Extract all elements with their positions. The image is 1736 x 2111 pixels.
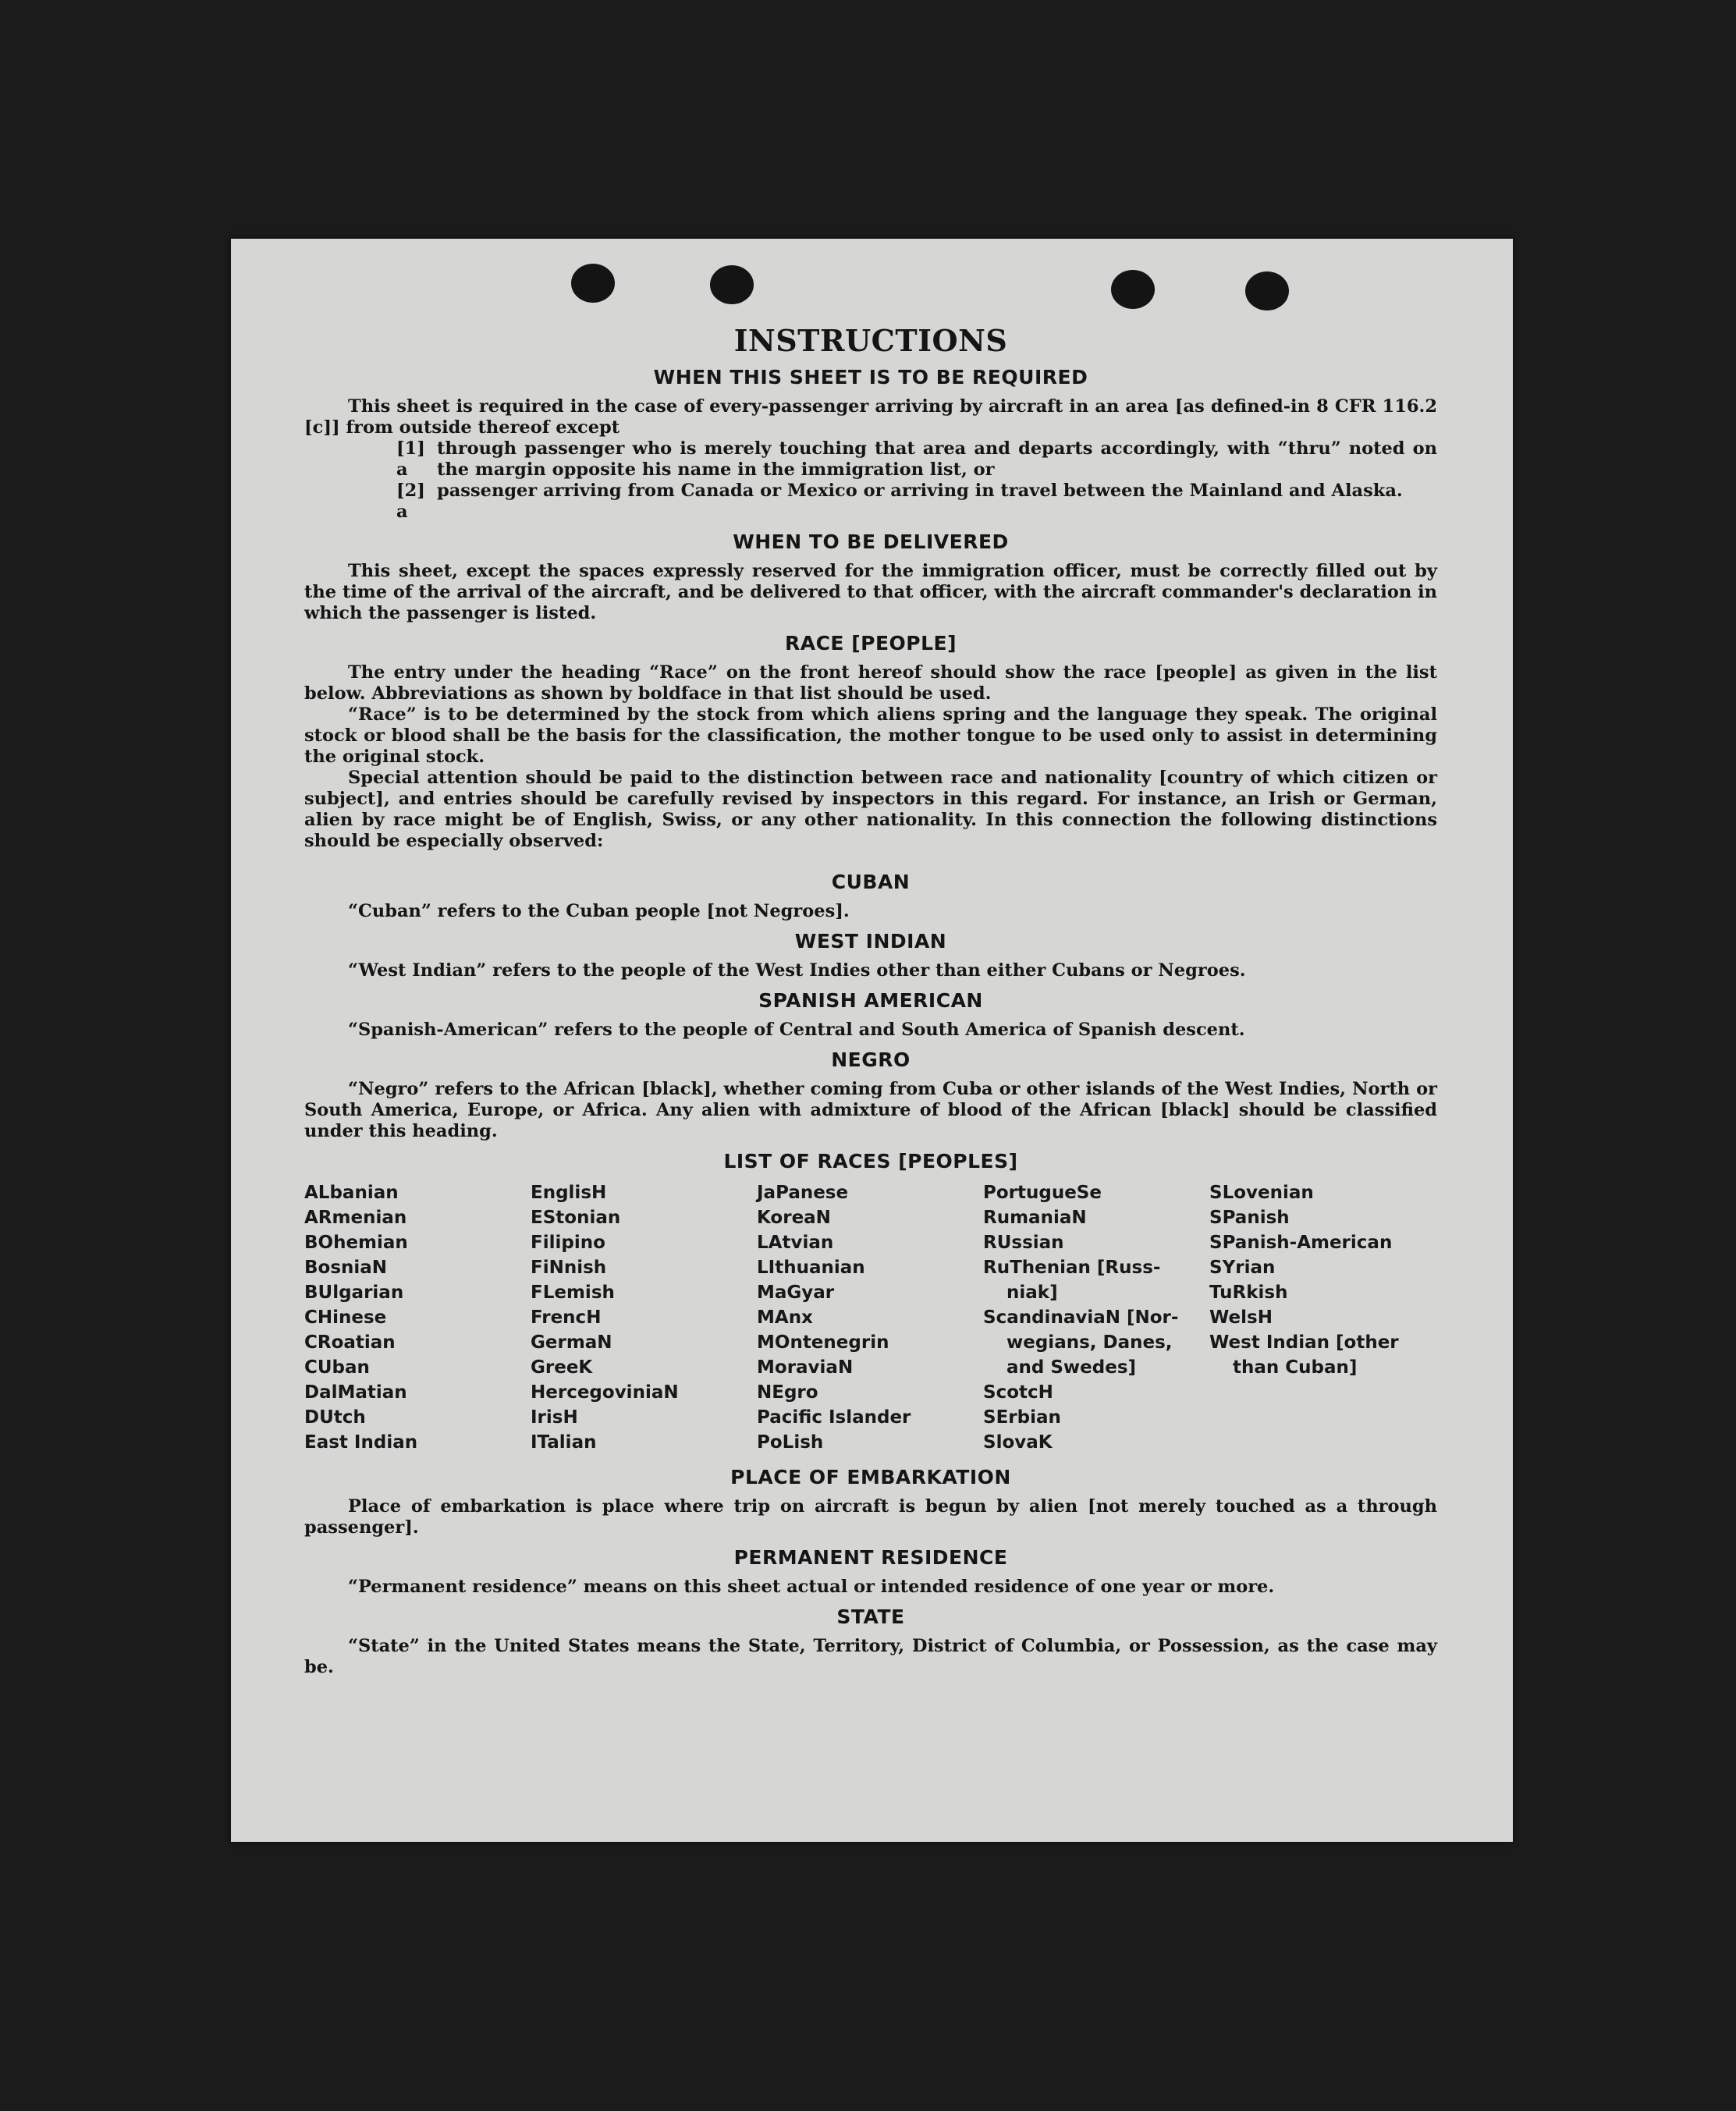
race-entry: IrisH [531,1407,578,1428]
punch-hole [1245,271,1289,310]
exception-item: [2] a passenger arriving from Canada or Mexico or arriving in travel between the Mainland and Alaska. [396,481,1403,522]
race-entry: than Cuban] [1233,1357,1358,1378]
section-heading-race: RACE [PEOPLE] [784,632,957,655]
section-heading-embarkation: PLACE OF EMBARKATION [730,1466,1011,1488]
race-entry: CHinese [304,1307,387,1328]
race-entry: MoraviaN [757,1357,854,1378]
section-heading-residence: PERMANENT RESIDENCE [733,1546,1008,1569]
exception-item: [1] a through passenger who is merely touching that area and departs accordingly, with “thru” noted on the margin opposite his name in the immigration list, or [396,438,1437,480]
race-entry: SYrian [1209,1258,1276,1278]
race-entry: ITalian [531,1432,597,1453]
cuban-text: “Cuban” refers to the Cuban people [not Negroes]. [348,901,850,921]
race-entry: PortugueSe [983,1183,1102,1203]
negro-text: “Negro” refers to the African [black], whether coming from Cuba or other islands of the West Indies, North or South America, Europe, or Africa. Any alien with admixture of blood of the African [black] should be classified under this heading. [304,1079,1437,1141]
race-entry: BUlgarian [304,1283,404,1303]
race-entry: FLemish [531,1283,615,1303]
race-entry: MaGyar [757,1283,835,1303]
required-intro: This sheet is required in the case of every-passenger arriving by aircraft in an area [as defined-in 8 CFR 116.2 [c]] from outside thereof except [304,396,1437,438]
section-heading-negro: NEGRO [831,1048,911,1071]
race-entry: JaPanese [757,1183,849,1203]
race-entry: BosniaN [304,1258,388,1278]
races-table [304,1180,1437,1455]
race-entry: EnglisH [531,1183,607,1203]
race-entry: CUban [304,1357,370,1378]
races-column [983,1180,1209,1455]
race-entry: DalMatian [304,1382,407,1403]
punch-hole [571,264,615,303]
instruction-sheet [231,239,1513,1842]
races-column [757,1180,983,1455]
race-entry: MOntenegrin [757,1332,889,1353]
race-entry: KoreaN [757,1208,831,1228]
races-column [531,1180,757,1455]
race-entry: Filipino [531,1233,605,1253]
residence-text: “Permanent residence” means on this sheet actual or intended residence of one year or more. [348,1577,1275,1597]
race-entry: PoLish [757,1432,824,1453]
race-entry: MAnx [757,1307,813,1328]
races-column [304,1180,531,1455]
race-entry: SlovaK [983,1432,1053,1453]
races-column [1209,1180,1437,1455]
section-heading-cuban: CUBAN [831,871,911,893]
delivered-text: This sheet, except the spaces expressly reserved for the immigration officer, must be correctly filled out by the time of the arrival of the aircraft, and be delivered to that officer, with the aircraft commander's declaration in which the passenger is listed. [304,561,1437,623]
race-entry: FrencH [531,1307,602,1328]
race-entry: LIthuanian [757,1258,865,1278]
race-entry: niak] [1006,1283,1058,1303]
race-entry: wegians, Danes, [1006,1332,1173,1353]
race-entry: RumaniaN [983,1208,1087,1228]
race-entry: RUssian [983,1233,1064,1253]
race-entry: East Indian [304,1432,418,1453]
sheet-content [304,323,1437,1678]
race-entry: CRoatian [304,1332,396,1353]
race-entry: ScotcH [983,1382,1053,1403]
section-heading-list-of-races: LIST OF RACES [PEOPLES] [723,1150,1018,1173]
page-title: INSTRUCTIONS [733,323,1008,358]
section-heading-state: STATE [836,1605,905,1628]
race-entry: BOhemian [304,1233,408,1253]
race-entry: SPanish-American [1209,1233,1393,1253]
section-heading-delivered: WHEN TO BE DELIVERED [733,530,1009,553]
race-entry: SErbian [983,1407,1061,1428]
race-entry: RuThenian [Russ- [983,1258,1161,1278]
race-paragraph-3: Special attention should be paid to the distinction between race and nationality [country of which citizen or subject], and entries should be carefully revised by inspectors in this regard. For instance, an Irish or German, alien by race might be of English, Swiss, or any other nationality. In this connection the following distinctions should be especially observed: [304,768,1437,851]
race-entry: SPanish [1209,1208,1290,1228]
embarkation-text: Place of embarkation is place where trip on aircraft is begun by alien [not merely touched as a through passenger]. [304,1496,1437,1538]
race-entry: ScandinaviaN [Nor- [983,1307,1179,1328]
punch-hole [710,265,754,304]
race-entry: NEgro [757,1382,818,1403]
state-text: “State” in the United States means the State, Territory, District of Columbia, or Possession, as the case may be. [304,1636,1437,1677]
race-entry: GermaN [531,1332,612,1353]
race-entry: Pacific Islander [757,1407,911,1428]
race-entry: EStonian [531,1208,621,1228]
race-entry: GreeK [531,1357,593,1378]
race-entry: ARmenian [304,1208,407,1228]
race-entry: and Swedes] [1006,1357,1137,1378]
race-entry: ALbanian [304,1183,399,1203]
race-entry: West Indian [other [1209,1332,1399,1353]
section-heading-spanish-american: SPANISH AMERICAN [758,989,983,1012]
race-paragraph-2: “Race” is to be determined by the stock from which aliens spring and the language they speak. The original stock or blood shall be the basis for the classification, the mother tongue to be used only to assist in determining the original stock. [304,704,1437,767]
race-entry: HercegoviniaN [531,1382,679,1403]
race-entry: DUtch [304,1407,366,1428]
punch-hole [1111,270,1155,309]
race-entry: TuRkish [1209,1283,1288,1303]
race-entry: FiNnish [531,1258,607,1278]
section-heading-west-indian: WEST INDIAN [794,930,947,953]
race-entry: LAtvian [757,1233,834,1253]
race-paragraph-1: The entry under the heading “Race” on the front hereof should show the race [people] as given in the list below. Abbreviations as shown by boldface in that list should be used. [304,662,1437,704]
spanish-american-text: “Spanish-American” refers to the people of Central and South America of Spanish descent. [348,1020,1245,1040]
section-heading-required: WHEN THIS SHEET IS TO BE REQUIRED [653,366,1088,388]
race-entry: WelsH [1209,1307,1273,1328]
race-entry: SLovenian [1209,1183,1314,1203]
west-indian-text: “West Indian” refers to the people of the West Indies other than either Cubans or Negroes. [348,960,1246,981]
